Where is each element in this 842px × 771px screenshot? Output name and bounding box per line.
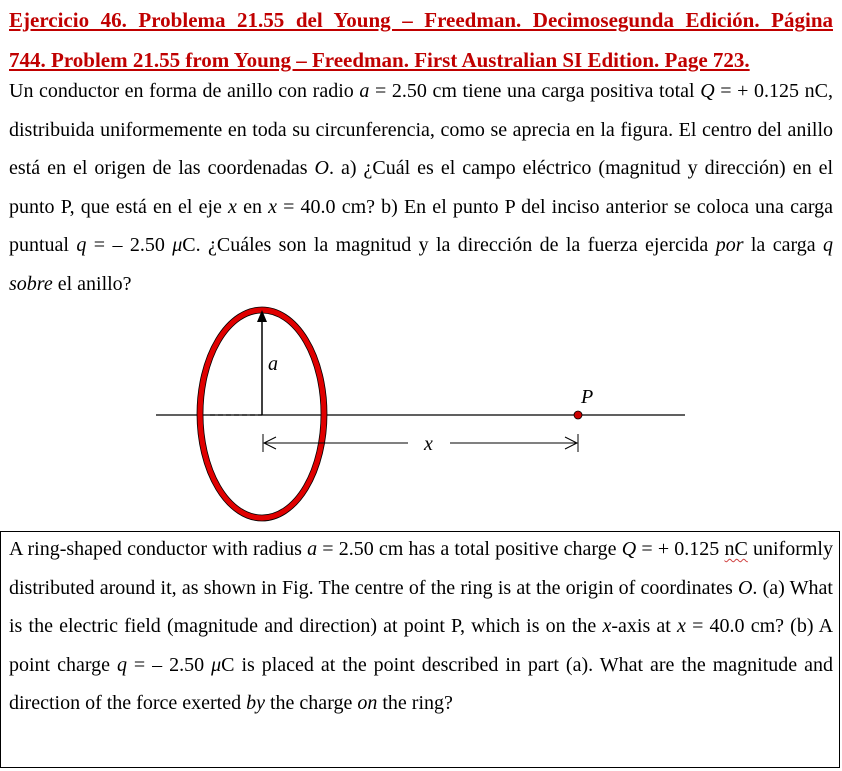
text-segment: -axis at: [611, 615, 678, 637]
variable-Q: Q: [700, 80, 715, 102]
variable-q: q: [116, 653, 127, 676]
text-segment: . (a) What is the electric field (magnitude and direction) at point P, which is on the: [9, 576, 833, 637]
text-segment: = – 2.50: [126, 653, 212, 676]
text-segment: = – 2.50: [86, 234, 173, 256]
text-segment: = 2.50 cm tiene una carga positiva total: [369, 80, 701, 102]
text-segment: la carga: [743, 234, 824, 256]
ring-charge-figure: [0, 300, 842, 530]
variable-x: x: [268, 195, 277, 218]
variable-x: x: [602, 615, 612, 637]
text-segment: = + 0.125: [636, 538, 725, 560]
text-segment: = + 0.125 nC, distribuida uniformemente en toda su circunferencia, como se aprecia en la figura. El centro del anillo está en el origen de las coordenadas: [9, 80, 834, 179]
emphasis-por: por: [715, 234, 744, 256]
emphasis-by: by: [246, 692, 265, 714]
text-segment: el anillo?: [52, 272, 132, 295]
text-segment: Un conductor en forma de anillo con radio: [9, 80, 360, 102]
distance-label: x: [424, 433, 433, 455]
emphasis-on: on: [357, 692, 378, 714]
text-segment: = 40.0 cm? b) En el punto P del inciso anterior se coloca una carga puntual: [9, 195, 833, 256]
variable-x: x: [228, 195, 237, 218]
variable-O: O: [737, 576, 753, 599]
variable-x: x: [677, 615, 686, 637]
text-segment: A ring-shaped conductor with radius: [9, 538, 308, 560]
text-segment: = 40.0 cm? (b) A point charge: [9, 615, 834, 676]
emphasis-sobre: sobre: [9, 272, 53, 295]
text-segment: the charge: [265, 692, 358, 714]
text-segment: . a) ¿Cuál es el campo eléctrico (magnitud y dirección) en el punto P, que está en el eje: [9, 157, 834, 218]
variable-O: O: [314, 157, 329, 179]
variable-a: a: [359, 80, 370, 102]
text-segment: C is placed at the point described in part (a). What are the magnitude and direction of the force exerted: [9, 653, 833, 714]
spanish-problem-statement: [9, 72, 833, 303]
text-segment: C. ¿Cuáles son la magnitud y la dirección de la fuerza ejercida: [182, 234, 716, 256]
title-line-2: 744. Problem 21.55 from Young – Freedman. First Australian SI Edition. Page 723.: [9, 48, 750, 72]
radius-label: a: [268, 353, 278, 375]
point-P-label: P: [581, 386, 594, 408]
text-segment: = 2.50 cm has a total positive charge: [317, 538, 622, 560]
variable-q: q: [823, 234, 834, 256]
point-P: [574, 411, 582, 419]
variable-q: q: [76, 234, 87, 256]
text-segment: uniformly distributed around it, as shown in Fig. The centre of the ring is at the origin of coordinates: [9, 538, 833, 599]
english-problem-statement: [9, 530, 833, 723]
symbol-mu: μ: [172, 234, 183, 256]
exercise-title: [9, 0, 833, 80]
text-segment: en: [236, 195, 269, 218]
variable-Q: Q: [621, 538, 637, 560]
symbol-mu: μ: [211, 653, 222, 676]
variable-a: a: [307, 538, 318, 560]
spellcheck-word-nC: nC: [724, 538, 748, 560]
title-line-1: Ejercicio 46. Problema 21.55 del Young – Freedman. Decimosegunda Edición. Página: [9, 8, 833, 32]
text-segment: the ring?: [377, 692, 453, 714]
